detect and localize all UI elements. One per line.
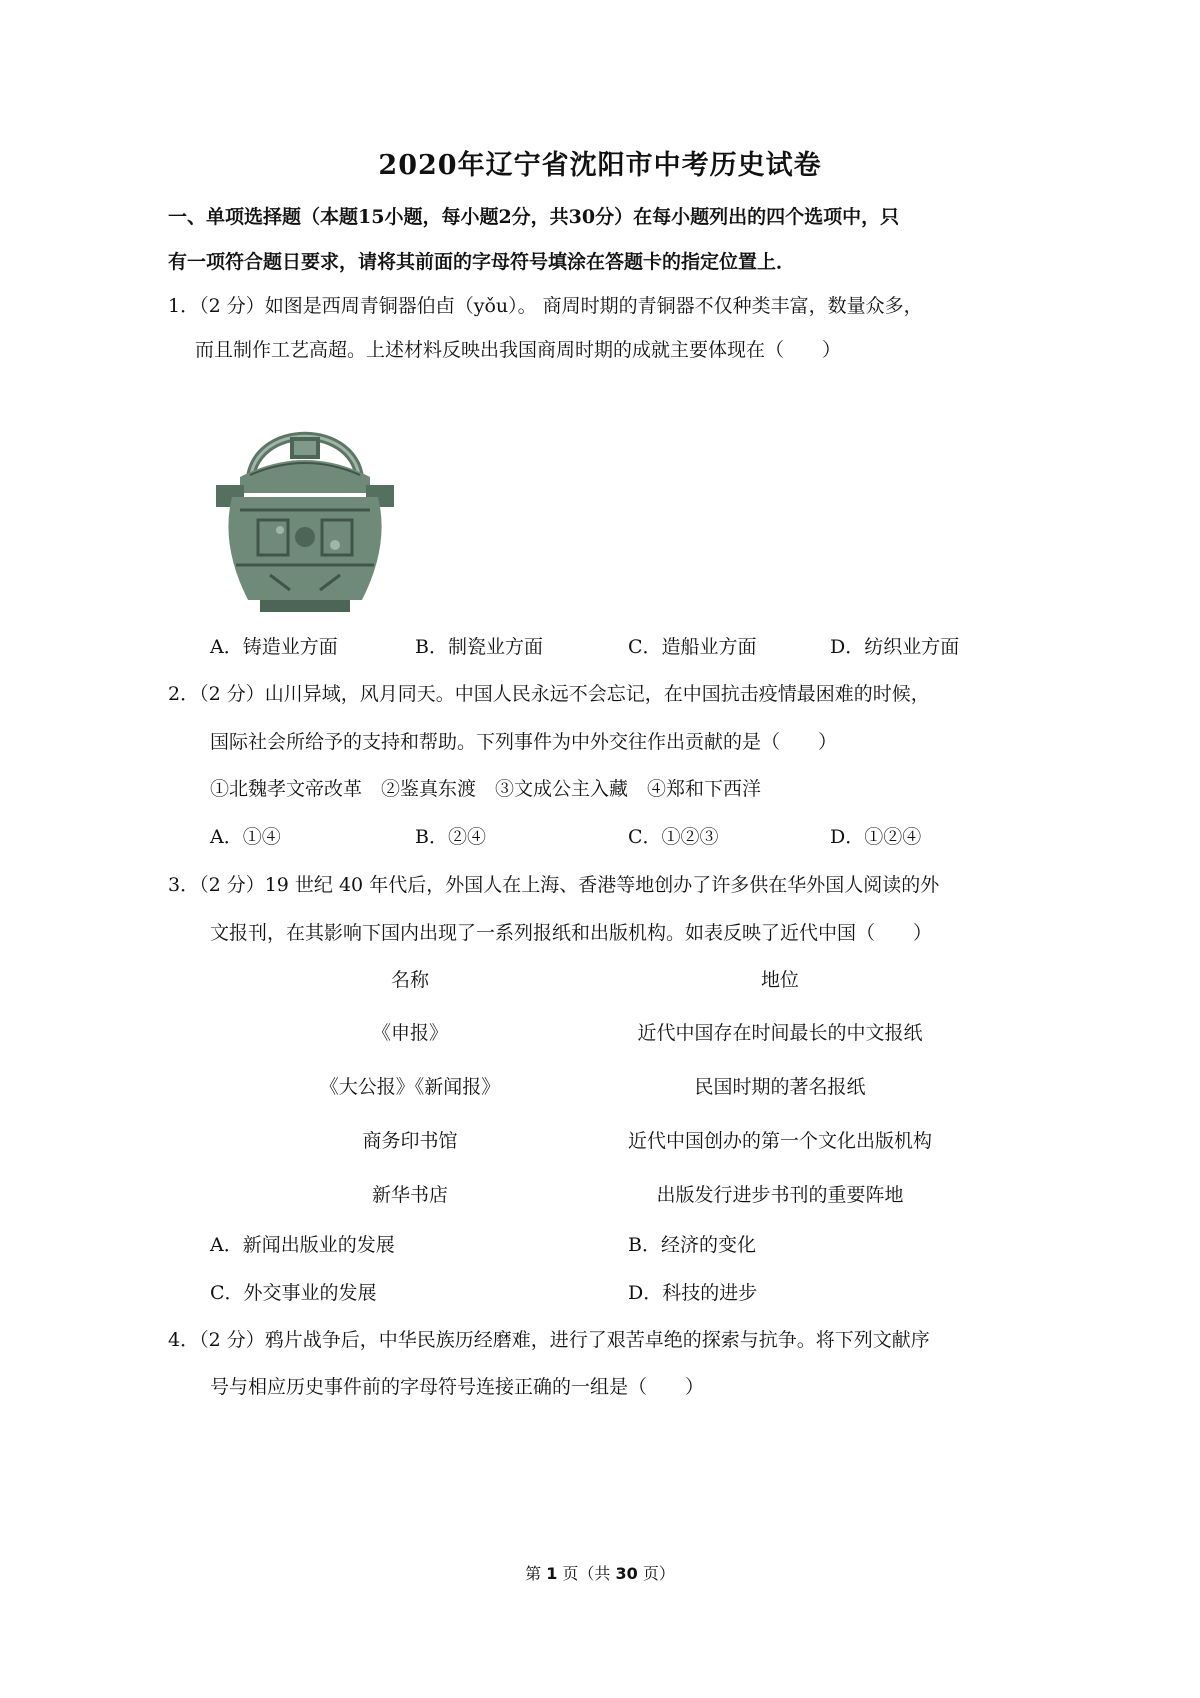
q3-option-b: B．经济的变化 <box>628 1234 756 1256</box>
section-heading-line-2: 有一项符合题日要求，请将其前面的字母符号填涂在答题卡的指定位置上． <box>168 251 796 273</box>
page-footer <box>0 1561 1200 1584</box>
q1-stem-line-2: 而且制作工艺高超。上述材料反映出我国商周时期的成就主要体现在（ ） <box>195 339 842 361</box>
footer-suffix: 页） <box>637 1564 675 1583</box>
q2-option-a: A．①④ <box>210 826 281 848</box>
footer-total-pages: 30 <box>615 1564 638 1583</box>
q3-stem-line-1: 3．（2 分）19 世纪 40 年代后，外国人在上海、香港等地创办了许多供在华外国人阅读的外 <box>168 874 940 896</box>
q3-option-c: C．外交事业的发展 <box>210 1282 377 1304</box>
table-row-2-name: 《大公报》《新闻报》 <box>319 1076 501 1098</box>
q1-stem-line-1: 1．（2 分）如图是西周青铜器伯卣（yǒu）。 商周时期的青铜器不仅种类丰富，数量众多， <box>168 295 923 317</box>
q1-option-d: D．纺织业方面 <box>830 636 960 658</box>
q2-stem-line-1: 2．（2 分）山川异域，风月同天。中国人民永远不会忘记，在中国抗击疫情最困难的时候， <box>168 683 930 705</box>
q3-option-a: A．新闻出版业的发展 <box>210 1234 395 1256</box>
q4-stem-line-2: 号与相应历史事件前的字母符号连接正确的一组是（ ） <box>210 1376 705 1398</box>
page-title: 2020年辽宁省沈阳市中考历史试卷 <box>378 150 822 181</box>
q1-option-a: A．铸造业方面 <box>210 636 338 658</box>
q2-option-d: D．①②④ <box>830 826 922 848</box>
table-row-4-name: 新华书店 <box>371 1184 448 1206</box>
footer-middle: 页（共 <box>557 1564 616 1583</box>
q2-option-b: B．②④ <box>415 826 486 848</box>
footer-prefix: 第 <box>525 1564 547 1583</box>
table-row-2-status: 民国时期的著名报纸 <box>694 1076 866 1098</box>
table-row-1-name: 《申报》 <box>371 1022 448 1044</box>
q2-option-c: C．①②③ <box>628 826 719 848</box>
q2-stem-line-2: 国际社会所给予的支持和帮助。下列事件为中外交往作出贡献的是（ ） <box>210 731 838 753</box>
q1-option-c: C．造船业方面 <box>628 636 757 658</box>
q2-items: ①北魏孝文帝改革 ②鉴真东渡 ③文成公主入藏 ④郑和下西洋 <box>210 778 762 800</box>
table-header-status: 地位 <box>760 969 799 991</box>
q3-stem-line-2: 文报刊，在其影响下国内出现了一系列报纸和出版机构。如表反映了近代中国（ ） <box>210 922 933 944</box>
section-heading-line-1: 一、单项选择题（本题15小题，每小题2分，共30分）在每小题列出的四个选项中，只 <box>168 206 900 228</box>
table-row-3-name: 商务印书馆 <box>362 1130 458 1152</box>
table-row-3-status: 近代中国创办的第一个文化出版机构 <box>627 1130 932 1152</box>
table-row-1-status: 近代中国存在时间最长的中文报纸 <box>637 1022 923 1044</box>
q4-stem-line-1: 4．（2 分）鸦片战争后，中华民族历经磨难，进行了艰苦卓绝的探索与抗争。将下列文献序 <box>168 1329 930 1351</box>
footer-page-number: 1 <box>546 1564 558 1583</box>
q1-option-b: B．制瓷业方面 <box>415 636 543 658</box>
table-row-4-status: 出版发行进步书刊的重要阵地 <box>656 1184 904 1206</box>
q3-option-d: D．科技的进步 <box>628 1282 758 1304</box>
bronze-you-vessel-image <box>210 415 400 615</box>
table-header-name: 名称 <box>390 969 429 991</box>
